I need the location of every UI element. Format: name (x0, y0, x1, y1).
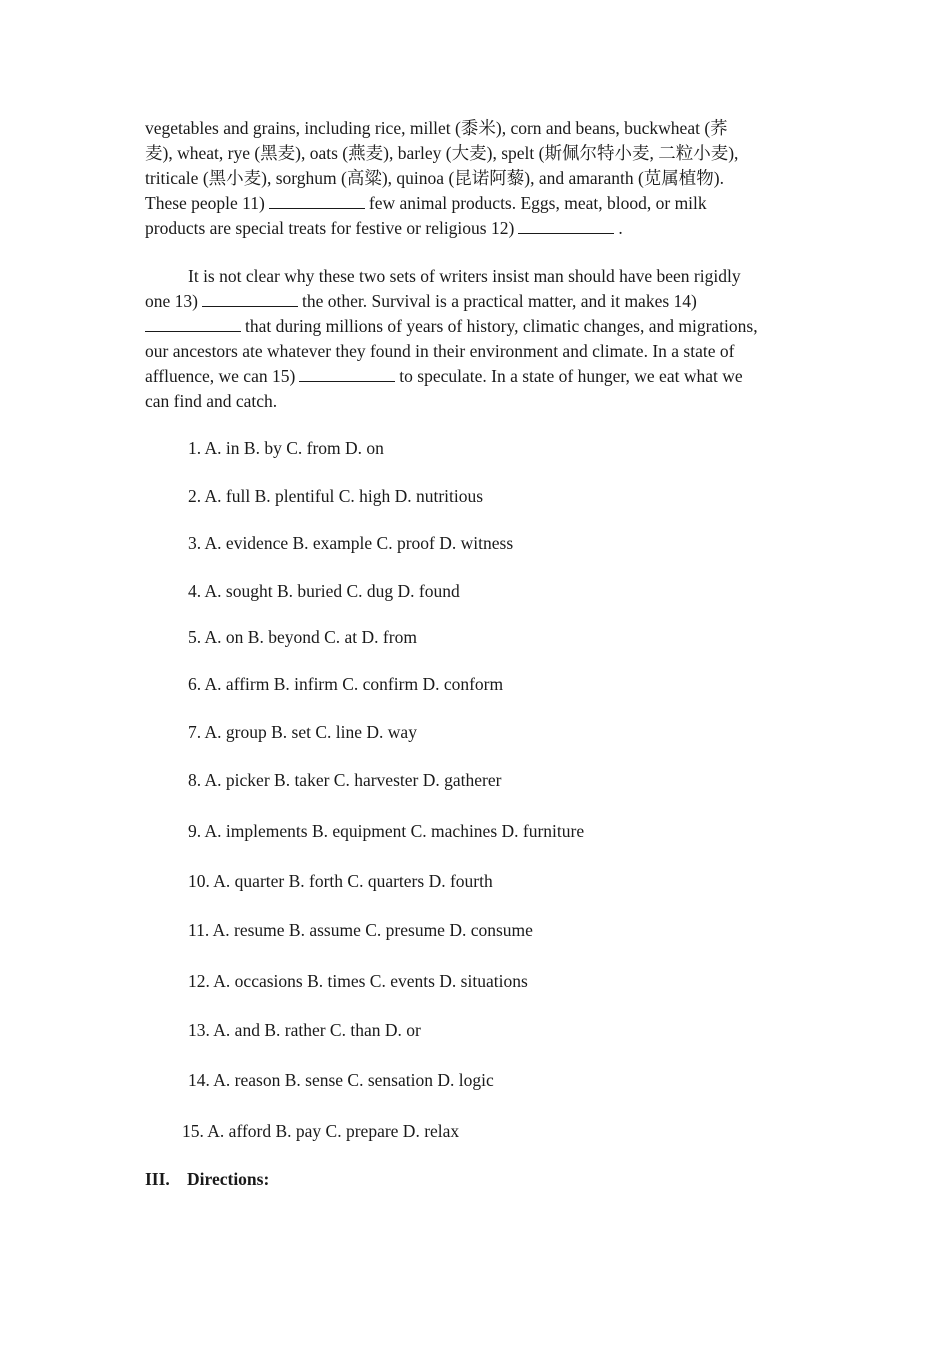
passage-line: triticale (黑小麦), sorghum (高粱), quinoa (昆诺阿藜), and amaranth (苋属植物). (145, 168, 724, 188)
option-item-5: 5. A. on B. beyond C. at D. from (188, 627, 417, 647)
option-item-1: 1. A. in B. by C. from D. on (188, 438, 384, 458)
passage-line: It is not clear why these two sets of writers insist man should have been rigidly (188, 266, 741, 286)
section-heading (145, 1168, 269, 1190)
passage-text: products are special treats for festive or religious 12) (145, 218, 515, 238)
option-item-3: 3. A. evidence B. example C. proof D. witness (188, 533, 514, 553)
section-number: III. (145, 1169, 170, 1189)
passage-text: to speculate. In a state of hunger, we eat what we (399, 366, 743, 386)
option-item-4: 4. A. sought B. buried C. dug D. found (188, 581, 460, 601)
passage-text: affluence, we can 15) (145, 366, 296, 386)
passage-line: 麦), wheat, rye (黑麦), oats (燕麦), barley (大麦), spelt (斯佩尔特小麦, 二粒小麦), (145, 143, 739, 163)
option-item-6: 6. A. affirm B. infirm C. confirm D. conform (188, 674, 504, 694)
option-item-9: 9. A. implements B. equipment C. machines D. furniture (188, 821, 585, 841)
option-item-7: 7. A. group B. set C. line D. way (188, 722, 417, 742)
passage-text: . (618, 218, 623, 238)
section-title: Directions: (187, 1169, 270, 1189)
option-item-2: 2. A. full B. plentiful C. high D. nutritious (188, 486, 484, 506)
option-item-15: 15. A. afford B. pay C. prepare D. relax (182, 1121, 460, 1141)
option-item-14: 14. A. reason B. sense C. sensation D. logic (188, 1070, 494, 1090)
option-item-13: 13. A. and B. rather C. than D. or (188, 1020, 421, 1040)
passage-text: the other. Survival is a practical matter, and it makes 14) (301, 291, 697, 311)
passage-text: These people 11) (145, 193, 265, 213)
passage-line: vegetables and grains, including rice, millet (黍米), corn and beans, buckwheat (荞 (145, 118, 728, 138)
option-item-11: 11. A. resume B. assume C. presume D. consume (188, 920, 533, 940)
option-item-10: 10. A. quarter B. forth C. quarters D. fourth (188, 871, 493, 891)
passage-text: that during millions of years of history, climatic changes, and migrations, (245, 316, 758, 336)
option-item-8: 8. A. picker B. taker C. harvester D. gatherer (188, 770, 502, 790)
passage-text: one 13) (145, 291, 198, 311)
passage-line: can find and catch. (145, 391, 278, 411)
passage-line: our ancestors ate whatever they found in their environment and climate. In a state of (145, 341, 735, 361)
passage-text: few animal products. Eggs, meat, blood, or milk (368, 193, 707, 213)
option-item-12: 12. A. occasions B. times C. events D. situations (188, 971, 528, 991)
